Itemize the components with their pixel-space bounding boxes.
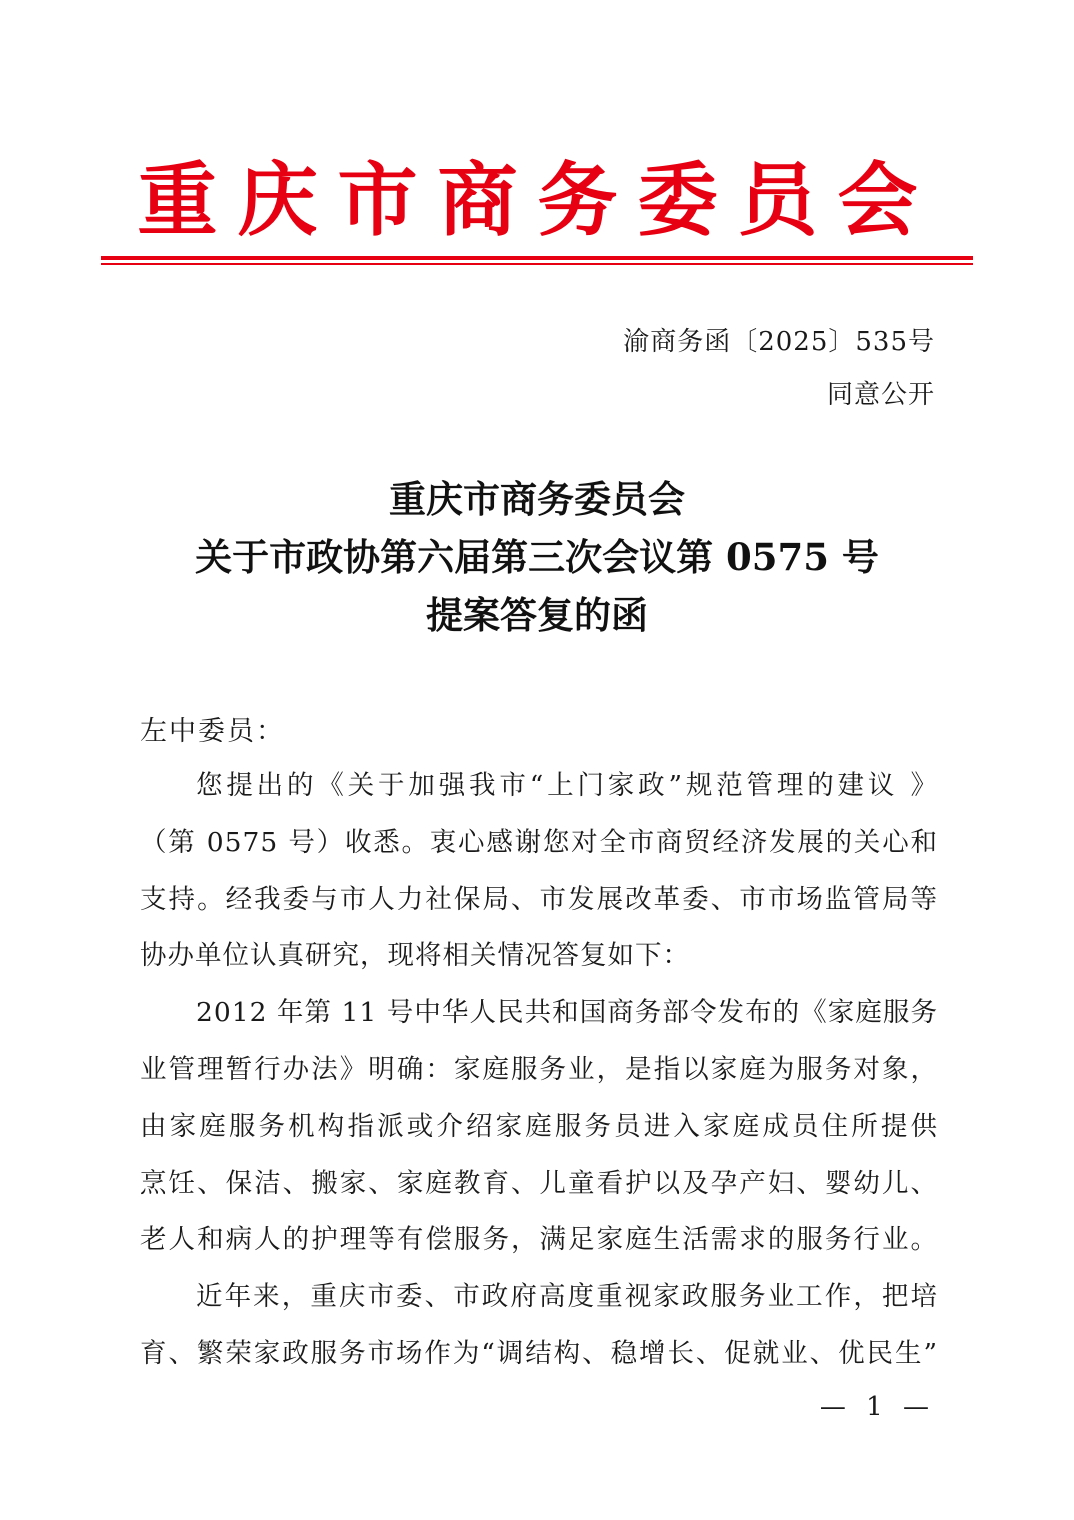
- document-title: [100, 470, 974, 644]
- paragraph-acknowledgement: [140, 758, 938, 985]
- document-number: 渝商务函〔2025〕535号: [623, 327, 935, 357]
- body-line: 由家庭服务机构指派或介绍家庭服务员进入家庭成员住所提供: [140, 1110, 938, 1142]
- body-line: 近年来，重庆市委、市政府高度重视家政服务业工作，把培: [196, 1281, 938, 1313]
- paragraph-definition: [140, 985, 938, 1269]
- masthead-divider-thin: [101, 263, 973, 265]
- letter-body: [140, 758, 938, 1369]
- body-line: 老人和病人的护理等有偿服务，满足家庭生活需求的服务行业。: [140, 1224, 938, 1256]
- body-line: 您提出的《关于加强我市“上门家政”规范管理的建议 》: [196, 770, 938, 801]
- body-line: 协办单位认真研究，现将相关情况答复如下：: [140, 940, 690, 972]
- disclosure-status: 同意公开: [826, 380, 935, 410]
- body-line: 支持。经我委与市人力社保局、市发展改革委、市市场监管局等: [140, 883, 938, 915]
- body-line: 育、繁荣家政服务市场作为“调结构、稳增长、促就业、优民生”: [140, 1337, 938, 1369]
- paragraph-background: [140, 1269, 938, 1383]
- title-line-3: 提案答复的函: [426, 593, 648, 637]
- salutation: 左中委员：: [140, 716, 285, 747]
- masthead-divider-thick: [101, 256, 973, 260]
- body-line: 2012 年第 11 号中华人民共和国商务部令发布的《家庭服务: [196, 997, 938, 1029]
- title-line-1: 重庆市商务委员会: [389, 477, 685, 521]
- body-line: 业管理暂行办法》明确：家庭服务业，是指以家庭为服务对象，: [140, 1053, 938, 1085]
- body-line: （第 0575 号）收悉。衷心感谢您对全市商贸经济发展的关心和: [140, 826, 938, 858]
- page-number: — 1 —: [819, 1392, 935, 1422]
- body-line: 烹饪、保洁、搬家、家庭教育、儿童看护以及孕产妇、婴幼儿、: [140, 1167, 938, 1199]
- title-line-2: 关于市政协第六届第三次会议第 0575 号: [195, 535, 879, 579]
- masthead-title: 重庆市商务委员会: [137, 153, 938, 247]
